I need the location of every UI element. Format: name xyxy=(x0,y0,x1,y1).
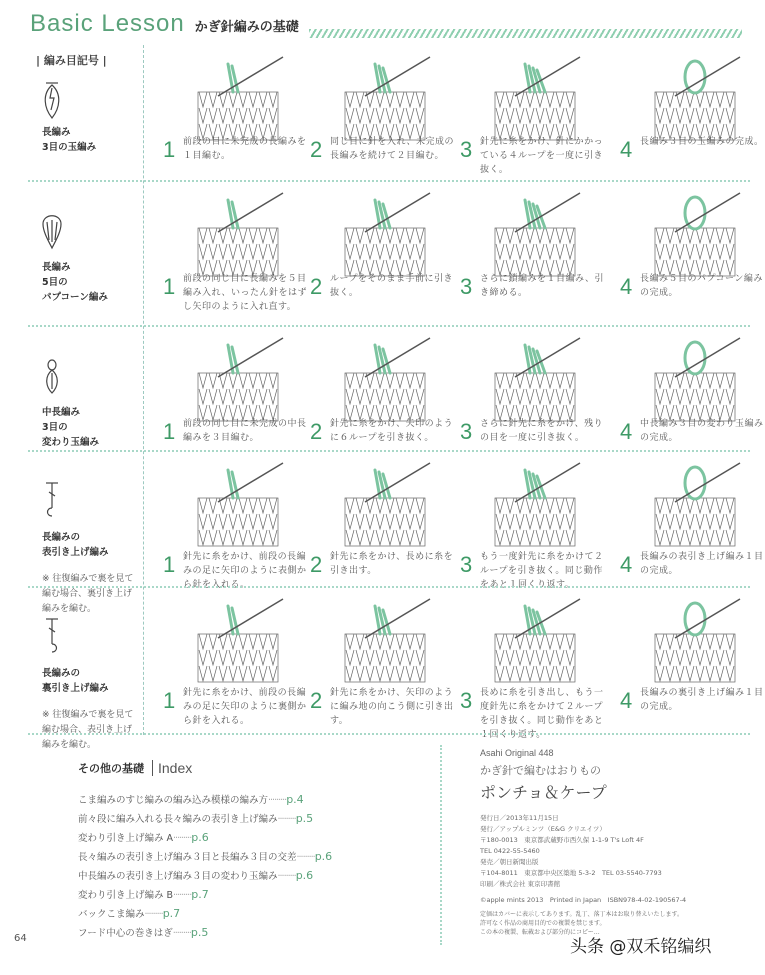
step-text: 針先に糸をかけ、針にかかっている４ループを一度に引き抜く。 xyxy=(480,137,604,175)
step-number: 4 xyxy=(620,274,633,299)
header-title-en: Basic Lesson xyxy=(30,10,185,37)
index-item[interactable] xyxy=(78,904,332,923)
index-item-page: p.6 xyxy=(191,831,209,844)
step-text: 針先に糸をかけ、長めに糸を引き出す。 xyxy=(330,552,454,576)
step-4 xyxy=(620,40,765,182)
leader-dots: ········· xyxy=(173,833,192,844)
step-text: 前段の同じ目に未完成の中長編みを３目編む。 xyxy=(183,419,307,443)
step-text: さらに鎖編みを１目編み、引き締める。 xyxy=(480,274,605,298)
step-text: 長編みの裏引き上げ編み１目の完成。 xyxy=(640,688,764,712)
step-number: 4 xyxy=(620,552,633,577)
step-text: 中長編み３目の変わり玉編みの完成。 xyxy=(640,419,764,443)
step-text: 長めに糸を引き出し、もう一度針先に糸をかけて２ループを引き抜く。同じ動作をあと１回くり返す。 xyxy=(480,688,604,740)
step-1 xyxy=(163,452,308,588)
disclaimer-line: 許可なく作品の商用目的での複製を禁じます。 xyxy=(480,920,606,927)
book-subtitle: かぎ針で編むはおりもの xyxy=(480,764,601,777)
step-number: 2 xyxy=(310,552,323,577)
index-item[interactable] xyxy=(78,885,332,904)
step-number: 2 xyxy=(310,688,323,713)
step-number: 2 xyxy=(310,419,323,444)
index-item-page: p.6 xyxy=(295,869,314,882)
step-number: 1 xyxy=(163,137,176,162)
stitch-name-line: 長編み xyxy=(42,262,71,273)
series-name: Asahi Original 448 xyxy=(480,748,554,758)
index-item-page: p.7 xyxy=(162,907,181,920)
step-4 xyxy=(620,327,765,452)
symbols-heading: | 編み目記号 | xyxy=(36,54,107,67)
header-title-jp: かぎ針編みの基礎 xyxy=(194,20,299,35)
publication-info xyxy=(480,813,686,890)
publication-line: 〒104-8011 東京都中央区築地 5-3-2 TEL 03-5540-7793 xyxy=(480,869,662,877)
index-item-page: p.5 xyxy=(295,812,314,825)
index-item[interactable] xyxy=(78,809,332,828)
index-item-page: p.6 xyxy=(314,850,333,863)
step-illustration xyxy=(485,333,585,428)
stitch-name-line: パプコーン編み xyxy=(42,292,108,303)
index-list xyxy=(78,790,332,942)
stitch-name-line: 3目の玉編み xyxy=(42,142,97,153)
index-item[interactable] xyxy=(78,847,332,866)
step-illustration xyxy=(188,333,288,428)
stitch-row xyxy=(0,182,763,327)
index-item-text: バックこま編み xyxy=(78,909,145,920)
step-number: 1 xyxy=(163,419,176,444)
step-number: 2 xyxy=(310,137,323,162)
stitch-note: ※ 往復編みで裏を見て編む場合、裏引き上げ編みを編む。 xyxy=(42,574,134,614)
index-title-en: Index xyxy=(152,760,192,776)
step-illustration xyxy=(335,333,435,428)
bobble-symbol-icon xyxy=(40,80,64,120)
stitch-name-line: 長編みの xyxy=(42,532,81,543)
index-item-text: 前々段に編み入れる長々編みの表引き上げ編み xyxy=(78,814,278,825)
stitch-name-line: 3目の xyxy=(42,422,68,433)
step-1 xyxy=(163,40,308,182)
step-2 xyxy=(310,327,455,452)
stitch-name xyxy=(42,666,109,696)
copyright: ©apple mints 2013 Printed in Japan ISBN978-4-02-190567-4 xyxy=(480,896,687,904)
step-1 xyxy=(163,327,308,452)
stitch-name-line: 5目の xyxy=(42,277,68,288)
stitch-name-line: 表引き上げ編み xyxy=(42,547,109,558)
step-illustration xyxy=(485,188,585,283)
leader-dots: ········· xyxy=(268,795,287,806)
step-text: 長編みの表引き上げ編み１目の完成。 xyxy=(640,552,764,576)
index-item-text: 中長編みの表引き上げ編み３目の変わり玉編み xyxy=(78,871,278,882)
step-number: 3 xyxy=(460,419,473,444)
step-illustration xyxy=(335,594,435,689)
front-post-symbol-icon xyxy=(40,480,64,520)
publication-line: TEL 0422-55-5460 xyxy=(480,847,540,855)
stitch-name xyxy=(42,260,108,305)
index-divider xyxy=(440,745,442,945)
leader-dots: ········· xyxy=(144,909,163,920)
leader-dots: ········· xyxy=(172,928,191,939)
stitch-name-line: 長編み xyxy=(42,127,71,138)
step-4 xyxy=(620,452,765,588)
step-text: 針先に糸をかけ、前段の長編みの足に矢印のように表側から針を入れる。 xyxy=(183,552,307,590)
index-item-page: p.7 xyxy=(191,888,209,901)
step-text: 針先に糸をかけ、矢印のように編み地の向こう側に引き出す。 xyxy=(330,688,454,726)
step-3 xyxy=(460,40,605,182)
index-title xyxy=(78,760,192,776)
step-2 xyxy=(310,588,455,733)
disclaimer-line: この本の複製、転載および部分的にコピー… xyxy=(480,929,600,936)
step-text: 前段の目に未完成の長編みを１目編む。 xyxy=(183,137,307,161)
index-item-text: 変わり引き上げ編み B xyxy=(78,890,174,901)
step-number: 4 xyxy=(620,137,633,162)
step-illustration xyxy=(335,458,435,553)
publication-line: 発行日／2013年11月15日 xyxy=(480,814,559,822)
step-text: さらに針先に糸をかけ、残りの目を一度に引き抜く。 xyxy=(480,419,604,443)
leader-dots: ········· xyxy=(296,852,315,863)
publication-line: 発売／朝日新聞出版 xyxy=(480,858,539,866)
stitch-row xyxy=(0,327,764,452)
index-item-text: 変わり引き上げ編み A xyxy=(78,833,174,844)
stitch-note: ※ 往復編みで裏を見て編む場合、表引き上げ編みを編む。 xyxy=(42,710,134,750)
stitch-name xyxy=(42,530,109,560)
step-3 xyxy=(460,327,605,452)
step-1 xyxy=(163,588,308,733)
step-illustration xyxy=(188,52,288,147)
puff-symbol-icon xyxy=(40,355,64,395)
stitch-name-line: 裏引き上げ編み xyxy=(42,683,109,694)
step-text: 針先に糸をかけ、前段の長編みの足に矢印のように裏側から針を入れる。 xyxy=(183,688,307,726)
step-number: 3 xyxy=(460,274,473,299)
index-item[interactable] xyxy=(78,923,332,942)
stitch-name-line: 変わり玉編み xyxy=(42,437,100,448)
step-1 xyxy=(163,182,308,327)
step-text: 同じ目に針を入れ、未完成の長編みを続けて２目編む。 xyxy=(330,137,455,161)
step-text: 前段の同じ目に長編みを５目編み入れ、いったん針をはずし矢印のように入れ直す。 xyxy=(183,274,308,312)
step-number: 3 xyxy=(460,137,473,162)
index-item-text: フード中心の巻きはぎ xyxy=(78,928,173,939)
header-hatch-decoration xyxy=(309,29,742,38)
index-item-text: こま編みのすじ編みの編み込み模様の編み方 xyxy=(78,795,269,806)
step-illustration xyxy=(645,594,745,689)
index-item-page: p.5 xyxy=(190,926,209,939)
step-illustration xyxy=(645,333,745,428)
stitch-name-line: 長編みの xyxy=(42,668,81,679)
stitch-name xyxy=(42,405,99,450)
step-text: 長編み５目のパプコーン編みの完成。 xyxy=(640,274,763,298)
step-illustration xyxy=(485,458,585,553)
step-number: 4 xyxy=(620,419,633,444)
step-illustration xyxy=(335,188,435,283)
step-illustration xyxy=(188,458,288,553)
index-item[interactable] xyxy=(78,866,332,885)
step-illustration xyxy=(485,594,585,689)
disclaimer-line: 定価はカバーに表示してあります。乱丁、落丁本はお取り替えいたします。 xyxy=(480,911,684,918)
publication-line: 〒180-0013 東京都武蔵野市西久保 1-1-9 T's Loft 4F xyxy=(480,836,644,844)
colophon xyxy=(480,748,686,937)
back-post-symbol-icon xyxy=(40,616,64,656)
watermark: 头条 @双禾铭编织 xyxy=(570,937,712,957)
index-title-jp: その他の基礎 xyxy=(78,762,144,775)
stitch-name xyxy=(42,125,96,155)
step-number: 4 xyxy=(620,688,633,713)
step-2 xyxy=(310,40,455,182)
step-illustration xyxy=(485,52,585,147)
leader-dots: ········· xyxy=(173,890,192,901)
step-4 xyxy=(620,182,765,327)
step-number: 1 xyxy=(163,274,176,299)
stitch-row xyxy=(0,40,764,182)
stitch-name-line: 中長編み xyxy=(42,407,81,418)
popcorn-symbol-icon xyxy=(40,210,64,250)
publication-line: 印刷／株式会社 東京印書館 xyxy=(480,880,561,888)
step-number: 2 xyxy=(310,274,323,299)
step-illustration xyxy=(335,52,435,147)
step-number: 3 xyxy=(460,552,473,577)
book-title: ポンチョ＆ケープ xyxy=(480,783,607,802)
page-number: 64 xyxy=(14,933,27,944)
step-number: 1 xyxy=(163,688,176,713)
publication-line: 発行／アップルミンツ（E&G クリエイツ） xyxy=(480,825,606,833)
step-illustration xyxy=(188,594,288,689)
leader-dots: ········· xyxy=(277,871,296,882)
index-item-page: p.4 xyxy=(286,793,304,806)
step-illustration xyxy=(645,188,745,283)
step-text: 針先に糸をかけ、矢印のように６ループを引き抜く。 xyxy=(330,419,454,443)
step-illustration xyxy=(645,52,745,147)
step-illustration xyxy=(188,188,288,283)
section-divider xyxy=(28,733,750,735)
step-3 xyxy=(460,588,605,740)
step-4 xyxy=(620,588,765,733)
step-text: もう一度針先に糸をかけて２ループを引き抜く。同じ動作をあと１回くり返す。 xyxy=(480,552,604,590)
step-2 xyxy=(310,182,455,327)
step-number: 3 xyxy=(460,688,473,713)
step-text: 長編み３目の玉編みの完成。 xyxy=(640,137,764,147)
step-number: 1 xyxy=(163,552,176,577)
step-2 xyxy=(310,452,455,588)
index-item-text: 長々編みの表引き上げ編み３目と長編み３目の交差 xyxy=(78,852,297,863)
index-item[interactable] xyxy=(78,828,332,847)
step-3 xyxy=(460,452,605,588)
stitch-row xyxy=(0,588,764,750)
stitch-row xyxy=(0,452,764,614)
step-illustration xyxy=(645,458,745,553)
leader-dots: ········· xyxy=(277,814,296,825)
index-item[interactable] xyxy=(78,790,332,809)
step-text: ループをそのまま手前に引き抜く。 xyxy=(330,274,454,298)
step-3 xyxy=(460,182,605,327)
